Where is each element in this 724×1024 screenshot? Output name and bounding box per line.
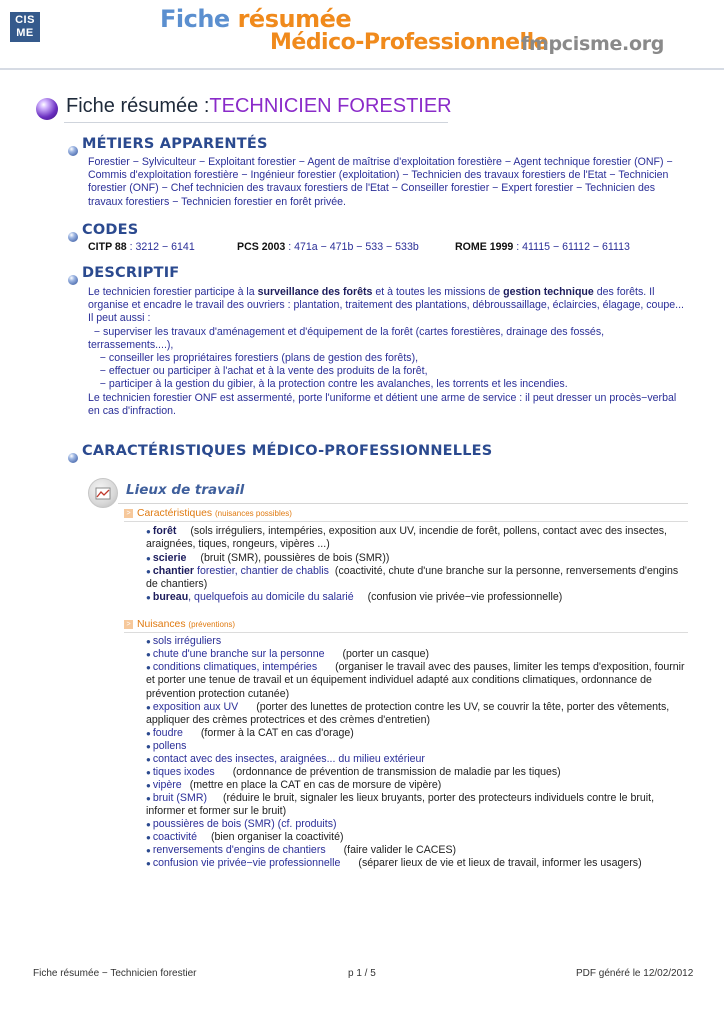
list-item (146, 701, 691, 728)
code-rome (455, 241, 630, 253)
chevron-right-icon: > (124, 620, 133, 629)
item-key: sols irréguliers (152, 635, 222, 647)
footer-generated-date: PDF généré le 12/02/2012 (576, 968, 694, 979)
bullet-icon: ● (146, 859, 151, 868)
list-item (146, 792, 691, 819)
item-value: (bruit (SMR), poussières de bois (SMR)) (200, 552, 390, 564)
bullet-icon: ● (146, 567, 151, 576)
bullet-icon: ● (146, 663, 151, 672)
header-fiche: Fiche (160, 5, 230, 33)
text-run: des forêts. Il organise et encadre le travail des ouvriers : plantation, traitement des plantations, débroussaillage, éclaircies, élagage, coupe... (88, 286, 684, 312)
bullet-icon: ● (146, 637, 151, 646)
descriptif-p1 (88, 286, 688, 312)
section-bullet-icon (68, 232, 78, 242)
page-title (66, 95, 452, 118)
list-item (146, 844, 691, 857)
heading-codes: CODES (82, 222, 139, 238)
header-divider (0, 68, 724, 70)
rome-label: ROME 1999 (455, 241, 514, 253)
item-key: conditions climatiques, intempéries (152, 661, 318, 673)
bullet-icon: ● (146, 820, 151, 829)
title-bullet-icon (36, 98, 58, 120)
item-value: (ordonnance de prévention de transmission de maladie par les tiques) (232, 766, 561, 778)
descriptif-body (88, 286, 688, 418)
item-value: (confusion vie privée−vie professionnelle) (367, 591, 563, 603)
chevron-right-icon: > (124, 509, 133, 518)
caracteristiques-label: Caractéristiques (137, 508, 213, 519)
list-item (146, 753, 691, 766)
footer-title: Fiche résumée − Technicien forestier (33, 968, 197, 979)
pcs-label: PCS 2003 (237, 241, 286, 253)
code-pcs (237, 241, 419, 253)
nuisances-note: (préventions) (188, 620, 236, 629)
header-title-line2: Médico-Professionnelle (270, 30, 549, 55)
item-key: chute d'une branche sur la personne (152, 648, 325, 660)
list-item (146, 552, 691, 565)
metiers-text: Forestier − Sylviculteur − Exploitant forestier − Agent de maîtrise d'exploitation forestière − Agent technique forestier (ONF) − Commis d'exploitation forestière − Ingénieur forestier (exploitation) − Technicien des travaux forestiers de l'Etat − Technicien forestier (ONF) − Chef technicien des travaux forestiers de l'Etat − Conseiller forestier − Expert forestier − Technicien des travaux forestiers − Technicien forestier en forêt privée. (88, 156, 673, 208)
descriptif-l4: − participer à la gestion du gibier, à la protection contre les avalanches, les torrents et les incendies. (88, 378, 568, 391)
page-header (0, 0, 724, 70)
descriptif-l3: − effectuer ou participer à l'achat et à la vente des produits de la forêt, (88, 365, 428, 378)
lieux-title: Lieux de travail (126, 482, 245, 498)
bullet-icon: ● (146, 794, 151, 803)
item-key: chantier (152, 565, 195, 577)
title-underline (64, 122, 448, 123)
bullet-icon: ● (146, 527, 151, 536)
bullet-icon: ● (146, 755, 151, 764)
list-item (146, 779, 691, 792)
descriptif-l1: − superviser les travaux d'aménagement et d'équipement de la forêt (cartes forestières, drainage des fossés, terrassements....), (88, 325, 608, 351)
title-job: TECHNICIEN FORESTIER (209, 95, 452, 117)
sub-divider (124, 521, 688, 522)
pcs-value: : 471a − 471b − 533 − 533b (285, 241, 419, 253)
header-resumee: résumée (237, 5, 352, 33)
header-site: fmpcisme.org (521, 33, 665, 55)
item-value: (coactivité, chute d'une branche sur la personne, renversements d'engins de chantiers) (146, 565, 679, 591)
title-prefix: Fiche résumée : (66, 95, 210, 117)
item-key: vipère (152, 779, 182, 791)
heading-carac: CARACTÉRISTIQUES MÉDICO-PROFESSIONNELLES (82, 443, 493, 459)
list-item (146, 635, 691, 648)
item-value: (bien organiser la coactivité) (211, 831, 344, 843)
bullet-icon: ● (146, 593, 151, 602)
code-citp (88, 241, 195, 253)
bullet-icon: ● (146, 833, 151, 842)
item-key-extra: forestier, chantier de chablis (194, 565, 329, 577)
list-item (146, 565, 691, 592)
item-key: exposition aux UV (152, 701, 239, 713)
lieux-divider (118, 503, 688, 504)
descriptif-p2: Il peut aussi : (88, 312, 151, 325)
item-key: bureau (152, 591, 189, 603)
chart-glyph-icon (89, 479, 117, 507)
item-key: poussières de bois (SMR) (cf. produits) (152, 818, 337, 830)
text-run: Le technicien forestier participe à la (88, 286, 258, 298)
logo-line1: CIS (15, 14, 35, 26)
section-bullet-icon (68, 146, 78, 156)
section-bullet-icon (68, 453, 78, 463)
item-value: (porter des lunettes de protection contre les UV, se couvrir la tête, porter des vêtements, appliquer des crèmes protectrices et des crèmes d'entretien) (146, 701, 670, 727)
text-strong: surveillance des forêts (257, 286, 373, 298)
item-key: tiques ixodes (152, 766, 215, 778)
list-item (146, 661, 691, 701)
header-title-line1 (160, 5, 351, 33)
heading-metiers: MÉTIERS APPARENTÉS (82, 136, 268, 152)
sub-heading-nuisances (124, 619, 235, 630)
caracteristiques-note: (nuisances possibles) (214, 509, 292, 518)
citp-value: : 3212 − 6141 (126, 241, 195, 253)
list-item (146, 831, 691, 844)
workplace-chart-icon (88, 478, 118, 508)
item-value: (mettre en place la CAT en cas de morsure de vipère) (189, 779, 442, 791)
item-value: (porter un casque) (342, 648, 430, 660)
list-item (146, 766, 691, 779)
bullet-icon: ● (146, 729, 151, 738)
item-value: (sols irréguliers, intempéries, exposition aux UV, incendie de forêt, pollens, contact avec des insectes, araignées, tiques, rongeurs, vipères ...) (146, 525, 667, 551)
rome-value: : 41115 − 61112 − 61113 (513, 241, 630, 253)
descriptif-p3: Le technicien forestier ONF est assermenté, porte l'uniforme et détient une arme de service : il peut dresser un procès−verbal en cas d'infraction. (88, 391, 677, 417)
item-key: bruit (SMR) (152, 792, 207, 804)
text-run: et à toutes les missions de (372, 286, 504, 298)
bullet-icon: ● (146, 703, 151, 712)
sub-divider (124, 632, 688, 633)
nuisances-label: Nuisances (137, 619, 186, 630)
bullet-icon: ● (146, 650, 151, 659)
item-key: foudre (152, 727, 183, 739)
item-key: coactivité (152, 831, 198, 843)
list-item (146, 818, 691, 831)
item-key: renversements d'engins de chantiers (152, 844, 326, 856)
section-bullet-icon (68, 275, 78, 285)
item-key: contact avec des insectes, araignées... du milieu extérieur (152, 753, 425, 765)
item-value: (former à la CAT en cas d'orage) (200, 727, 354, 739)
citp-label: CITP 88 (88, 241, 127, 253)
list-item (146, 648, 691, 661)
list-item (146, 591, 691, 604)
item-key-extra: , quelquefois au domicile du salarié (188, 591, 354, 603)
text-strong: gestion technique (503, 286, 594, 298)
heading-descriptif: DESCRIPTIF (82, 265, 180, 281)
descriptif-l2: − conseiller les propriétaires forestiers (plans de gestion des forêts), (88, 352, 419, 365)
bullet-icon: ● (146, 742, 151, 751)
logo-line2: ME (16, 27, 34, 39)
item-key: scierie (152, 552, 187, 564)
list-item (146, 857, 691, 870)
item-key: forêt (152, 525, 177, 537)
list-item (146, 740, 691, 753)
footer-page-number: p 1 / 5 (348, 968, 376, 979)
item-key: confusion vie privée−vie professionnelle (152, 857, 341, 869)
item-value: (faire valider le CACES) (343, 844, 457, 856)
bullet-icon: ● (146, 781, 151, 790)
bullet-icon: ● (146, 554, 151, 563)
bullet-icon: ● (146, 768, 151, 777)
bullet-icon: ● (146, 846, 151, 855)
cisme-logo (10, 12, 40, 42)
list-item (146, 525, 691, 552)
item-value: (réduire le bruit, signaler les lieux bruyants, porter des protecteurs individuels contre le bruit, informer et former sur le bruit) (146, 792, 655, 818)
list-item (146, 727, 691, 740)
sub-heading-caracteristiques (124, 508, 292, 519)
item-value: (séparer lieux de vie et lieux de travail, informer les usagers) (358, 857, 642, 869)
item-value: (organiser le travail avec des pauses, limiter les temps d'exposition, fournir et porter une tenue de travail et un équipement individuel adapté aux conditions climatiques, ordonnance de prévention protection cutanée) (146, 661, 685, 700)
item-key: pollens (152, 740, 187, 752)
